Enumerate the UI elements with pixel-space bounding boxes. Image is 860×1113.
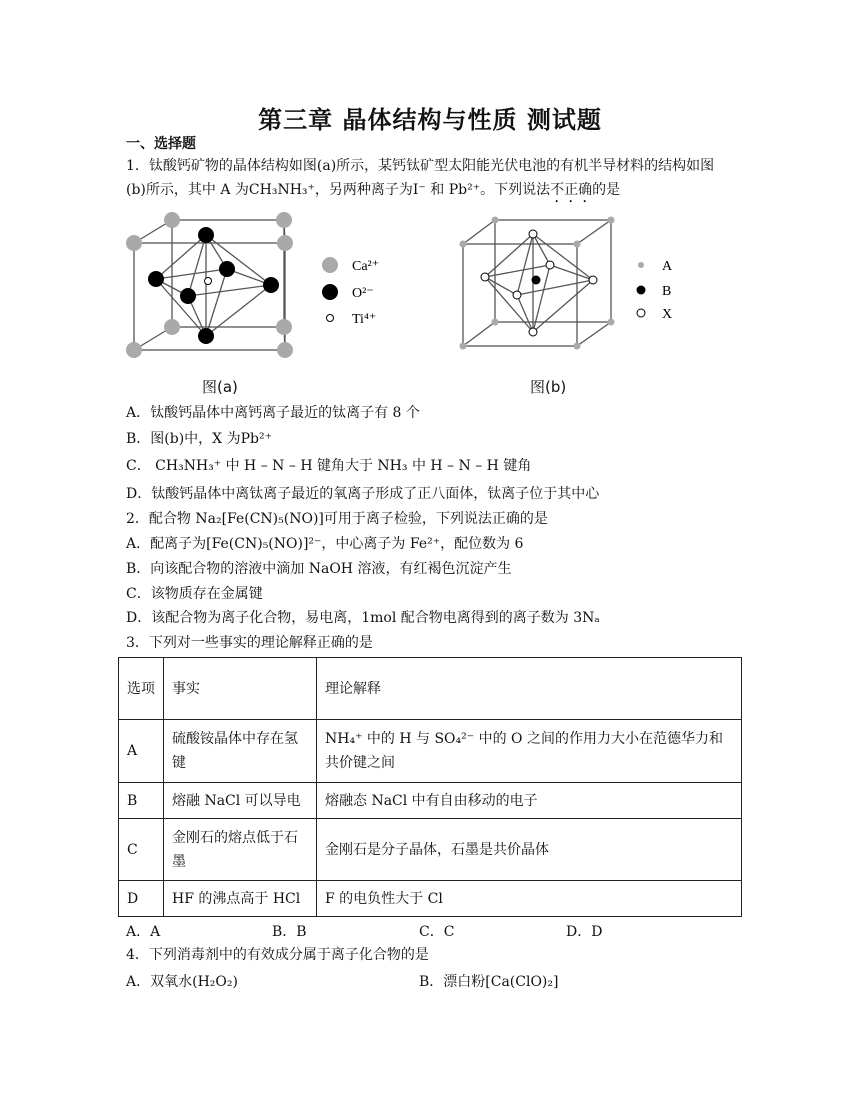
legend-o-marker — [322, 284, 338, 300]
q1-stem-text-c: 。下列说法 — [480, 182, 551, 198]
legend-o-label: O²⁻ — [352, 286, 374, 301]
table-row — [119, 881, 742, 917]
table-cell: HF 的沸点高于 HCl — [164, 881, 317, 917]
q1-option-c[interactable]: C． CH₃NH₃⁺ 中 H – N – H 键角大于 NH₃ 中 H – N – H 键角 — [126, 458, 532, 474]
q1-stem-text-d: 的是 — [592, 182, 621, 198]
q1-stem-text-a: (b)所示，其中 A 为 — [126, 182, 249, 198]
q1-option-d[interactable]: D．钛酸钙晶体中离钛离子最近的氧离子形成了正八面体，钛离子位于其中心 — [126, 486, 600, 502]
q2-option-b[interactable]: B．向该配合物的溶液中滴加 NaOH 溶液，有红褐色沉淀产生 — [126, 561, 512, 577]
table-header-cell: 理论解释 — [317, 658, 742, 720]
legend-b-label: B — [662, 284, 672, 299]
q3-option-d[interactable]: D．D — [566, 924, 603, 940]
q1-formula-ch3nh3: CH₃NH₃⁺ — [248, 182, 315, 198]
legend-a-label: A — [662, 259, 673, 274]
q4-stem: 4．下列消毒剂中的有效成分属于离子化合物的是 — [126, 947, 429, 963]
table-cell: C — [119, 819, 164, 881]
table-row — [119, 783, 742, 819]
q3-stem: 3．下列对一些事实的理论解释正确的是 — [126, 635, 373, 651]
figure-a-crystal-structure — [120, 205, 400, 370]
q1-stem-line2 — [126, 180, 620, 206]
q2-option-c[interactable]: C．该物质存在金属键 — [126, 586, 263, 602]
legend-a-marker — [638, 262, 644, 268]
q2-option-a[interactable]: A．配离子为[Fe(CN)₅(NO)]²⁻，中心离子为 Fe²⁺，配位数为 6 — [126, 536, 524, 552]
table-cell: 金刚石的熔点低于石墨 — [164, 819, 317, 881]
q1-option-b[interactable]: B．图(b)中，X 为Pb²⁺ — [126, 431, 272, 447]
q3-table — [118, 657, 742, 917]
legend-ca-marker — [322, 257, 338, 273]
q3-option-b[interactable]: B．B — [272, 924, 307, 940]
q4-option-a[interactable]: A．双氧水(H₂O₂) — [126, 974, 238, 990]
q3-option-c[interactable]: C．C — [419, 924, 455, 940]
legend-ti-marker — [327, 315, 334, 322]
legend-ca-label: Ca²⁺ — [352, 259, 380, 274]
legend-x-marker — [637, 309, 645, 317]
table-cell: 熔融 NaCl 可以导电 — [164, 783, 317, 819]
q2-stem: 2．配合物 Na₂[Fe(CN)₅(NO)]可用于离子检验，下列说法正确的是 — [126, 511, 548, 527]
q1-option-a[interactable]: A．钛酸钙晶体中离钙离子最近的钛离子有 8 个 — [126, 405, 420, 421]
q1-stem-text-b: ，另两种离子为 — [314, 182, 413, 198]
table-header-cell: 事实 — [164, 658, 317, 720]
figure-b-crystal-structure — [455, 210, 695, 355]
table-cell: A — [119, 720, 164, 783]
q3-option-a[interactable]: A．A — [126, 924, 161, 940]
q1-emphasis-word: 不正确 — [550, 182, 593, 198]
table-cell: F 的电负性大于 Cl — [317, 881, 742, 917]
table-cell: 熔融态 NaCl 中有自由移动的电子 — [317, 783, 742, 819]
table-cell: B — [119, 783, 164, 819]
section-heading: 一、选择题 — [126, 136, 196, 152]
table-cell: NH₄⁺ 中的 H 与 SO₄²⁻ 中的 O 之间的作用力大小在范德华力和共价键之间 — [317, 720, 742, 783]
table-header-cell: 选项 — [119, 658, 164, 720]
table-header-row — [119, 658, 742, 720]
figure-a-caption: 图(a) — [202, 378, 238, 396]
q1-stem-line1: 1．钛酸钙矿物的晶体结构如图(a)所示，某钙钛矿型太阳能光伏电池的有机半导材料的结构如图 — [126, 158, 715, 174]
table-cell: D — [119, 881, 164, 917]
legend-x-label: X — [662, 307, 673, 322]
table-cell: 金刚石是分子晶体，石墨是共价晶体 — [317, 819, 742, 881]
legend-ti-label: Ti⁴⁺ — [352, 312, 377, 327]
q4-option-b[interactable]: B．漂白粉[Ca(ClO)₂] — [419, 974, 559, 990]
legend-b-marker — [637, 286, 646, 295]
q1-ions: I⁻ 和 Pb²⁺ — [412, 182, 481, 198]
table-row — [119, 720, 742, 783]
page-title: 第三章 晶体结构与性质 测试题 — [258, 105, 602, 134]
table-cell: 硫酸铵晶体中存在氢键 — [164, 720, 317, 783]
table-row — [119, 819, 742, 881]
figure-b-caption: 图(b) — [530, 378, 567, 396]
q2-option-d[interactable]: D．该配合物为离子化合物，易电离，1mol 配合物电离得到的离子数为 3Nₐ — [126, 610, 600, 626]
